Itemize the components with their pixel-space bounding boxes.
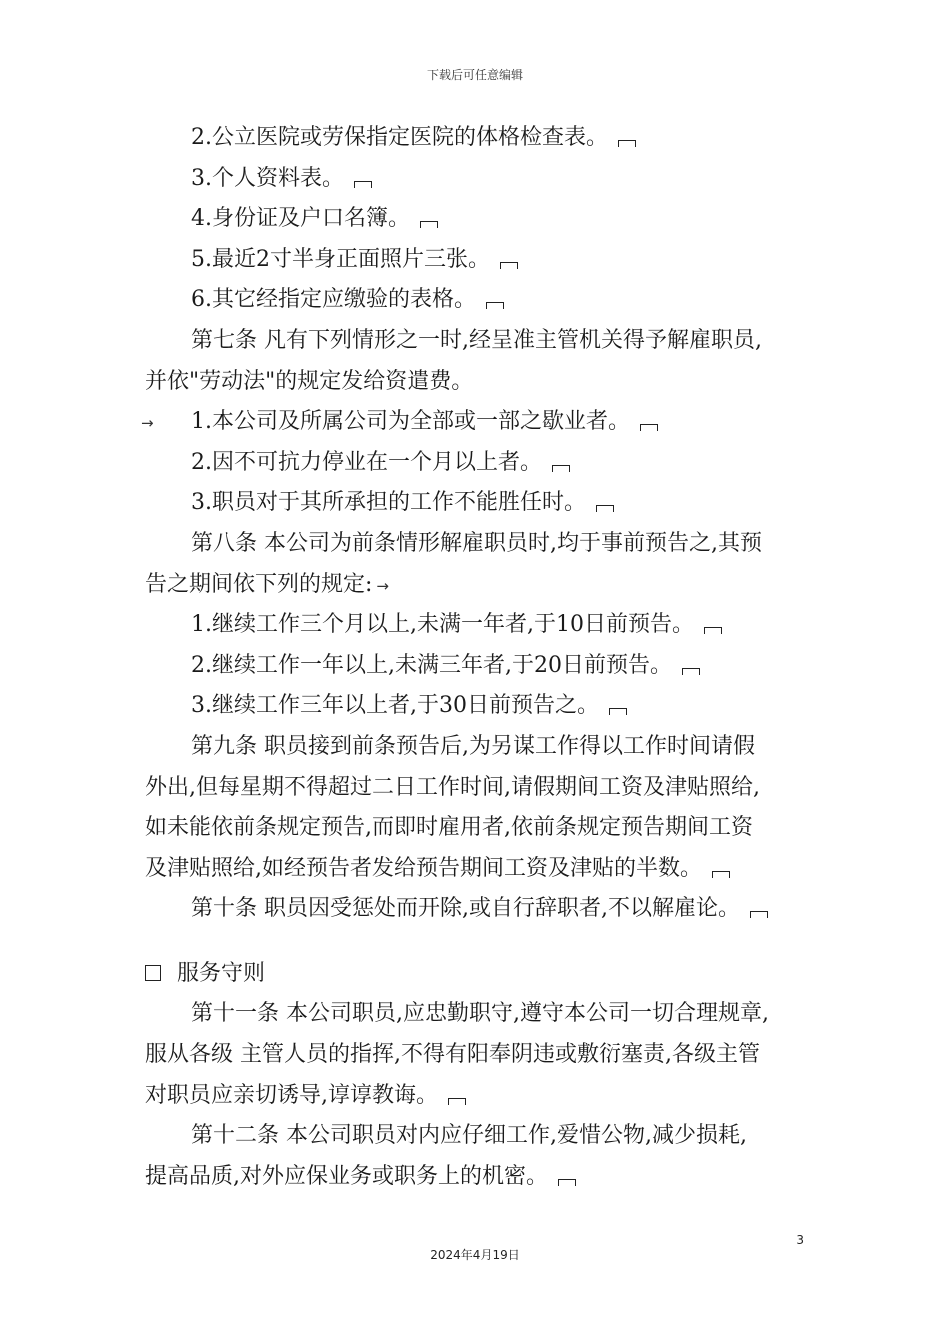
paragraph-mark-icon [420, 221, 438, 228]
line-text: 提高品质,对外应保业务或职务上的机密。 [145, 1163, 548, 1189]
line-text: 对职员应亲切诱导,谆谆教诲。 [145, 1082, 438, 1108]
paragraph-mark-icon [558, 1179, 576, 1186]
line-text: 3.职员对于其所承担的工作不能胜任时。 [191, 490, 586, 516]
paragraph-mark-icon [500, 262, 518, 269]
line-text: 第八条 本公司为前条情形解雇职员时,均于事前预告之,其预 [191, 530, 762, 556]
list-item [145, 240, 813, 281]
page-header: 下载后可任意编辑 [426, 68, 523, 82]
line-text: 5.最近2寸半身正面照片三张。 [191, 246, 490, 272]
article-paragraph [145, 994, 813, 1035]
article-paragraph-continuation [145, 1035, 813, 1076]
line-text: 1.继续工作三个月以上,未满一年者,于10日前预告。 [191, 612, 694, 638]
line-text: 1.本公司及所属公司为全部或一部之歇业者。 [191, 409, 630, 435]
section-heading [145, 954, 813, 995]
line-text: 2.继续工作一年以上,未满三年者,于20日前预告。 [191, 652, 672, 678]
line-text: 第十条 职员因受惩处而开除,或自行辞职者,不以解雇论。 [191, 896, 740, 922]
section-heading-text: 服务守则 [177, 960, 266, 986]
article-paragraph [145, 321, 813, 362]
tab-mark-icon: → [376, 576, 389, 595]
line-text: 服从各级 主管人员的指挥,不得有阳奉阴违或敷衍塞责,各级主管 [145, 1042, 760, 1068]
article-paragraph [145, 524, 813, 565]
paragraph-mark-icon [609, 708, 627, 715]
paragraph-mark-icon [712, 871, 730, 878]
document-body [141, 118, 813, 1197]
article-paragraph [145, 727, 813, 768]
list-item [145, 118, 813, 159]
paragraph-mark-icon [682, 668, 700, 675]
list-item [145, 686, 813, 727]
section-gap [145, 930, 813, 954]
article-paragraph [145, 1116, 813, 1157]
line-text: 3.继续工作三年以上者,于30日前预告之。 [191, 693, 599, 719]
article-paragraph [145, 889, 813, 930]
line-text: 第十二条 本公司职员对内应仔细工作,爱惜公物,减少损耗, [191, 1123, 747, 1149]
article-paragraph-continuation [145, 808, 813, 849]
page-number: 3 [796, 1233, 804, 1247]
list-item [145, 199, 813, 240]
paragraph-mark-icon [354, 181, 372, 188]
line-text: 并依"劳动法"的规定发给资遣费。 [145, 368, 474, 394]
line-text: 外出,但每星期不得超过二日工作时间,请假期间工资及津贴照给, [145, 774, 760, 800]
line-text: 2.因不可抗力停业在一个月以上者。 [191, 449, 542, 475]
list-item [145, 646, 813, 687]
article-paragraph-continuation [145, 565, 813, 606]
list-item [145, 605, 813, 646]
line-text: 如未能依前条规定预告,而即时雇用者,依前条规定预告期间工资 [145, 815, 753, 841]
line-text: 第七条 凡有下列情形之一时,经呈准主管机关得予解雇职员, [191, 327, 762, 353]
article-paragraph-continuation [145, 1076, 813, 1117]
paragraph-mark-icon [552, 465, 570, 472]
paragraph-mark-icon [448, 1098, 466, 1105]
line-text: 第九条 职员接到前条预告后,为另谋工作得以工作时间请假 [191, 733, 755, 759]
line-text: 4.身份证及户口名簿。 [191, 206, 410, 232]
paragraph-mark-icon [486, 302, 504, 309]
list-item [145, 443, 813, 484]
page-footer-date: 2024年4月19日 [430, 1248, 520, 1262]
list-item [141, 402, 813, 443]
article-paragraph-continuation [145, 1157, 813, 1198]
paragraph-mark-icon [640, 424, 658, 431]
line-text: 3.个人资料表。 [191, 165, 344, 191]
list-item [145, 280, 813, 321]
paragraph-mark-icon [750, 911, 768, 918]
line-text: 第十一条 本公司职员,应忠勤职守,遵守本公司一切合理规章, [191, 1001, 769, 1027]
article-paragraph-continuation [145, 362, 813, 403]
paragraph-mark-icon [618, 140, 636, 147]
checkbox-bullet-icon [145, 965, 161, 981]
line-text: 2.公立医院或劳保指定医院的体格检查表。 [191, 125, 608, 150]
article-paragraph-continuation [145, 768, 813, 809]
paragraph-mark-icon [704, 627, 722, 634]
article-paragraph-continuation [145, 849, 813, 890]
tab-mark-icon: → [141, 414, 154, 433]
list-item [145, 159, 813, 200]
paragraph-mark-icon [596, 505, 614, 512]
line-text: 6.其它经指定应缴验的表格。 [191, 287, 476, 313]
line-text: 及津贴照给,如经预告者发给预告期间工资及津贴的半数。 [145, 855, 702, 881]
list-item [145, 483, 813, 524]
line-text: 告之期间依下列的规定: [145, 571, 373, 597]
